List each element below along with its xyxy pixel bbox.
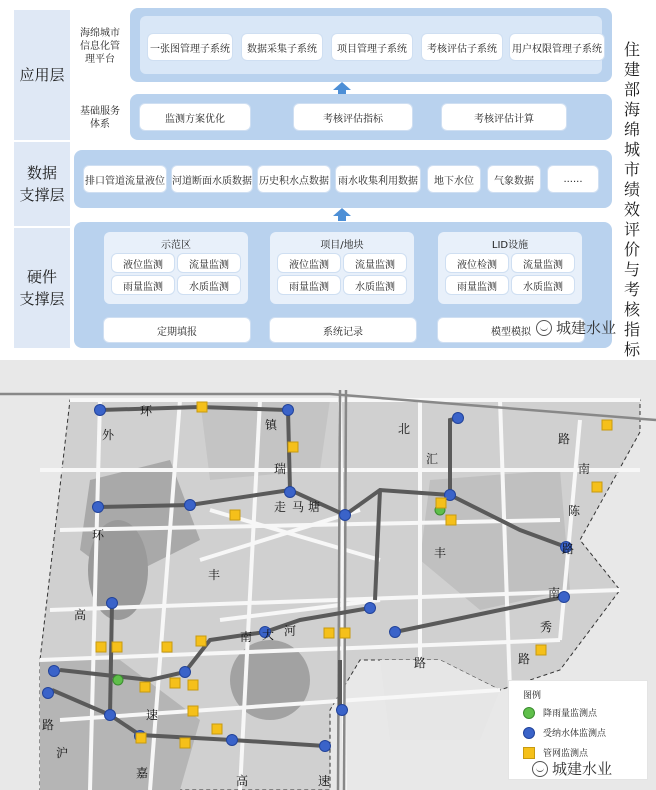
map-label: 嘉 <box>136 766 149 780</box>
map-label: 南 <box>240 630 253 644</box>
method-periodic-report: 定期填报 <box>104 318 250 342</box>
legend-pipe: 管网监测点 <box>523 746 588 759</box>
arrow-stem <box>338 215 346 221</box>
map-label: 镇 <box>265 418 278 432</box>
legend-rain: 降雨量监测点 <box>523 706 597 719</box>
watermark-bottom: 城建水业 <box>532 758 612 779</box>
map-label: 南 <box>548 586 561 600</box>
basic-service-side-label: 基础服务 体系 <box>74 96 126 140</box>
module-map: 一张图管理子系统 <box>148 34 232 60</box>
sensor-item: 水质监测 <box>178 276 240 294</box>
map-label: 环 <box>140 404 153 418</box>
sensor-item: 水质监测 <box>344 276 406 294</box>
service-plan-opt: 监测方案优化 <box>140 104 250 130</box>
map-label: 陈 <box>568 504 581 518</box>
map-label: 河 <box>284 624 297 638</box>
rain-gauge-marker-icon <box>523 707 535 719</box>
map-label: 路 <box>562 542 575 556</box>
method-model-sim: 模型模拟 <box>438 318 584 342</box>
group-title: 示范区 <box>161 240 191 251</box>
map-label: 外 <box>102 428 115 442</box>
data-item: 河道断面水质数据 <box>172 166 252 192</box>
data-item: 气象数据 <box>488 166 540 192</box>
layer-label-hardware: 硬件 支撑层 <box>14 228 70 348</box>
water-body-marker-icon <box>523 727 535 739</box>
map-label: 高 <box>74 608 87 622</box>
pipe-network-marker-icon <box>523 747 535 759</box>
method-system-record: 系统记录 <box>270 318 416 342</box>
map-label: 路 <box>558 432 571 446</box>
architecture-diagram <box>0 0 656 359</box>
map-label: 北 <box>398 422 411 436</box>
map-label: 瑞 <box>274 462 287 476</box>
wechat-logo-icon <box>536 320 552 336</box>
map-label: 塘 <box>308 500 321 514</box>
group-title: LID设施 <box>491 240 529 251</box>
data-item: ...... <box>548 166 598 192</box>
legend-water: 受纳水体监测点 <box>523 726 606 739</box>
sensor-item: 雨量监测 <box>278 276 340 294</box>
module-user-permission: 用户权限管理子系统 <box>510 34 604 60</box>
map-label: 高 <box>236 774 249 788</box>
service-assess-calc: 考核评估计算 <box>442 104 566 130</box>
data-item: 排口管道流量液位 <box>84 166 166 192</box>
sensor-item: 雨量监测 <box>446 276 508 294</box>
sensor-item: 液位检测 <box>446 254 508 272</box>
module-assess: 考核评估子系统 <box>422 34 502 60</box>
sensor-item: 雨量监测 <box>112 276 174 294</box>
sensor-item: 液位监测 <box>278 254 340 272</box>
legend-title: 图例 <box>523 691 542 701</box>
map-label: 南 <box>578 462 591 476</box>
monitoring-map <box>0 360 656 790</box>
map-label: 走 <box>274 500 287 514</box>
vertical-title: 住 建 部 海 绵 城 市 绩 效 评 价 与 考 核 指 标 <box>623 40 640 359</box>
layer-label-app: 应用层 <box>14 10 70 140</box>
map-label: 丰 <box>434 546 447 560</box>
sensor-item: 流量监测 <box>344 254 406 272</box>
map-label: 沪 <box>56 746 69 760</box>
data-item: 雨水收集利用数据 <box>336 166 420 192</box>
layer-label-data: 数据 支撑层 <box>14 142 70 226</box>
map-label: 路 <box>414 656 427 670</box>
sensor-item: 流量监测 <box>178 254 240 272</box>
sensor-item: 水质监测 <box>512 276 574 294</box>
wechat-logo-icon <box>532 761 548 777</box>
map-label: 丰 <box>208 568 221 582</box>
map-label: 速 <box>146 708 159 722</box>
map-label: 马 <box>292 500 305 514</box>
map-label: 秀 <box>540 620 553 634</box>
map-label: 汇 <box>426 452 439 466</box>
service-assess-index: 考核评估指标 <box>294 104 412 130</box>
module-data-collect: 数据采集子系统 <box>242 34 322 60</box>
map-label: 环 <box>92 528 105 542</box>
map-label: 速 <box>318 774 331 788</box>
group-title: 项目/地块 <box>320 240 364 251</box>
sensor-item: 液位监测 <box>112 254 174 272</box>
data-item: 历史积水点数据 <box>258 166 330 192</box>
data-item: 地下水位 <box>428 166 480 192</box>
module-project: 项目管理子系统 <box>332 34 412 60</box>
watermark-top: 城建水业 <box>536 317 616 338</box>
sensor-item: 流量监测 <box>512 254 574 272</box>
platform-side-label: 海绵城市 信息化管 理平台 <box>74 10 126 82</box>
map-label: 大 <box>262 628 275 642</box>
map-label: 路 <box>518 652 531 666</box>
map-label: 路 <box>42 718 55 732</box>
